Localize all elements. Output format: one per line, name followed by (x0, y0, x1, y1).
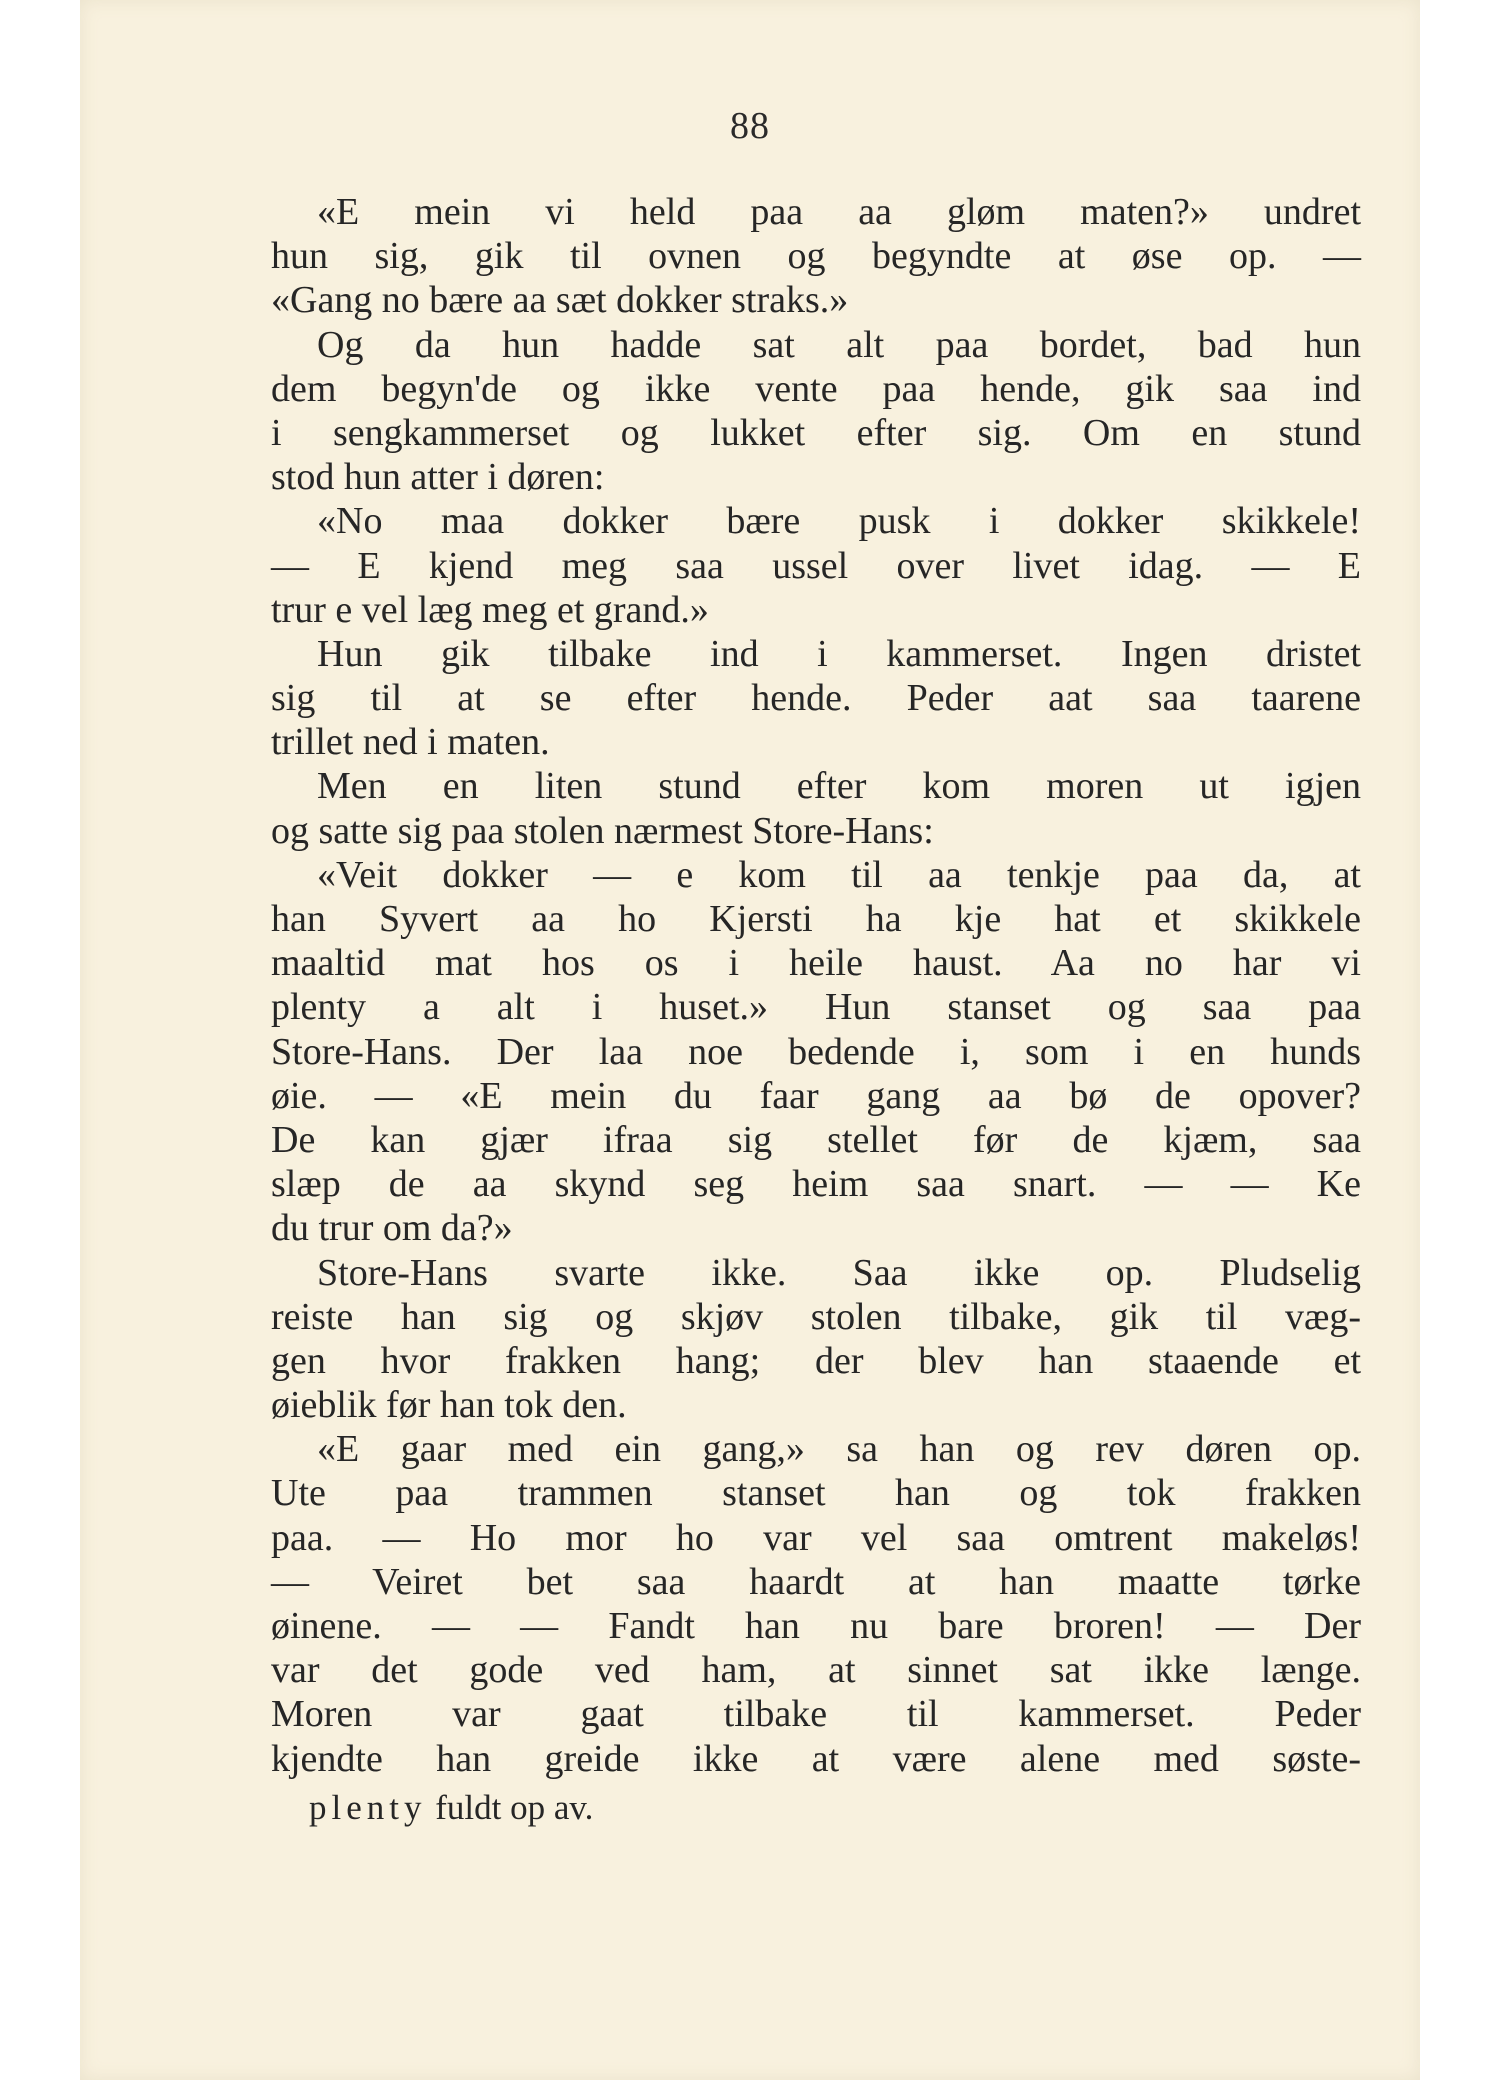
text-line: i sengkammerset og lukket efter sig. Om en stund (271, 411, 1361, 454)
text-line: Store-Hans svarte ikke. Saa ikke op. Pludselig (317, 1251, 1361, 1294)
text-line: «E mein vi held paa aa gløm maten?» undret (317, 191, 1361, 233)
book-page (80, 0, 1420, 2080)
catchword-spaced: plenty (309, 1788, 427, 1827)
text-line: dem begyn'de og ikke vente paa hende, gik saa ind (271, 367, 1361, 410)
text-line: «E gaar med ein gang,» sa han og rev døren op. (317, 1428, 1361, 1471)
text-line: paa. — Ho mor ho var vel saa omtrent makeløs! (271, 1516, 1361, 1559)
text-line: og satte sig paa stolen nærmest Store-Hans: (271, 809, 934, 852)
text-line: «Gang no bære aa sæt dokker straks.» (271, 279, 849, 322)
text-line: Store-Hans. Der laa noe bedende i, som i en hunds (271, 1030, 1361, 1073)
text-line: kjendte han greide ikke at være alene med søste- (271, 1737, 1361, 1780)
text-line: Men en liten stund efter kom moren ut igjen (317, 765, 1361, 808)
text-line: var det gode ved ham, at sinnet sat ikke længe. (271, 1649, 1361, 1692)
text-line: trur e vel læg meg et grand.» (271, 588, 709, 631)
text-line: gen hvor frakken hang; der blev han staaende et (271, 1339, 1361, 1382)
text-line: «Veit dokker — e kom til aa tenkje paa da, at (317, 853, 1361, 896)
text-line: De kan gjær ifraa sig stellet før de kjæm, saa (271, 1118, 1361, 1161)
text-line: sig til at se efter hende. Peder aat saa taarene (271, 677, 1361, 720)
text-line: slæp de aa skynd seg heim saa snart. — — Ke (271, 1163, 1361, 1206)
catchword-line (309, 1788, 593, 1828)
text-line: «No maa dokker bære pusk i dokker skikkele! (317, 500, 1361, 543)
text-line: Moren var gaat tilbake til kammerset. Peder (271, 1693, 1361, 1736)
text-line: han Syvert aa ho Kjersti ha kje hat et skikkele (271, 898, 1361, 940)
text-line: øinene. — — Fandt han nu bare broren! — Der (271, 1605, 1361, 1647)
text-line: — E kjend meg saa ussel over livet idag. — E (271, 544, 1361, 587)
text-line: øieblik før han tok den. (271, 1384, 627, 1427)
text-line: plenty a alt i huset.» Hun stanset og saa paa (271, 986, 1361, 1029)
text-line: Ute paa trammen stanset han og tok frakken (271, 1472, 1361, 1515)
body-text (271, 190, 1361, 1781)
text-line: Og da hun hadde sat alt paa bordet, bad hun (317, 323, 1361, 366)
text-line: øie. — «E mein du faar gang aa bø de opover? (271, 1074, 1361, 1117)
text-line: trillet ned i maten. (271, 721, 550, 764)
text-line: — Veiret bet saa haardt at han maatte tørke (271, 1560, 1361, 1603)
text-line: reiste han sig og skjøv stolen tilbake, gik til væg- (271, 1295, 1361, 1338)
text-line: hun sig, gik til ovnen og begyndte at øse op. — (271, 235, 1361, 278)
text-line: stod hun atter i døren: (271, 456, 605, 499)
catchword-rest: fuldt op av. (435, 1788, 594, 1827)
text-line: maaltid mat hos os i heile haust. Aa no har vi (271, 942, 1361, 985)
page-number: 88 (730, 105, 770, 147)
text-line: Hun gik tilbake ind i kammerset. Ingen dristet (317, 632, 1361, 675)
text-line: du trur om da?» (271, 1207, 513, 1250)
